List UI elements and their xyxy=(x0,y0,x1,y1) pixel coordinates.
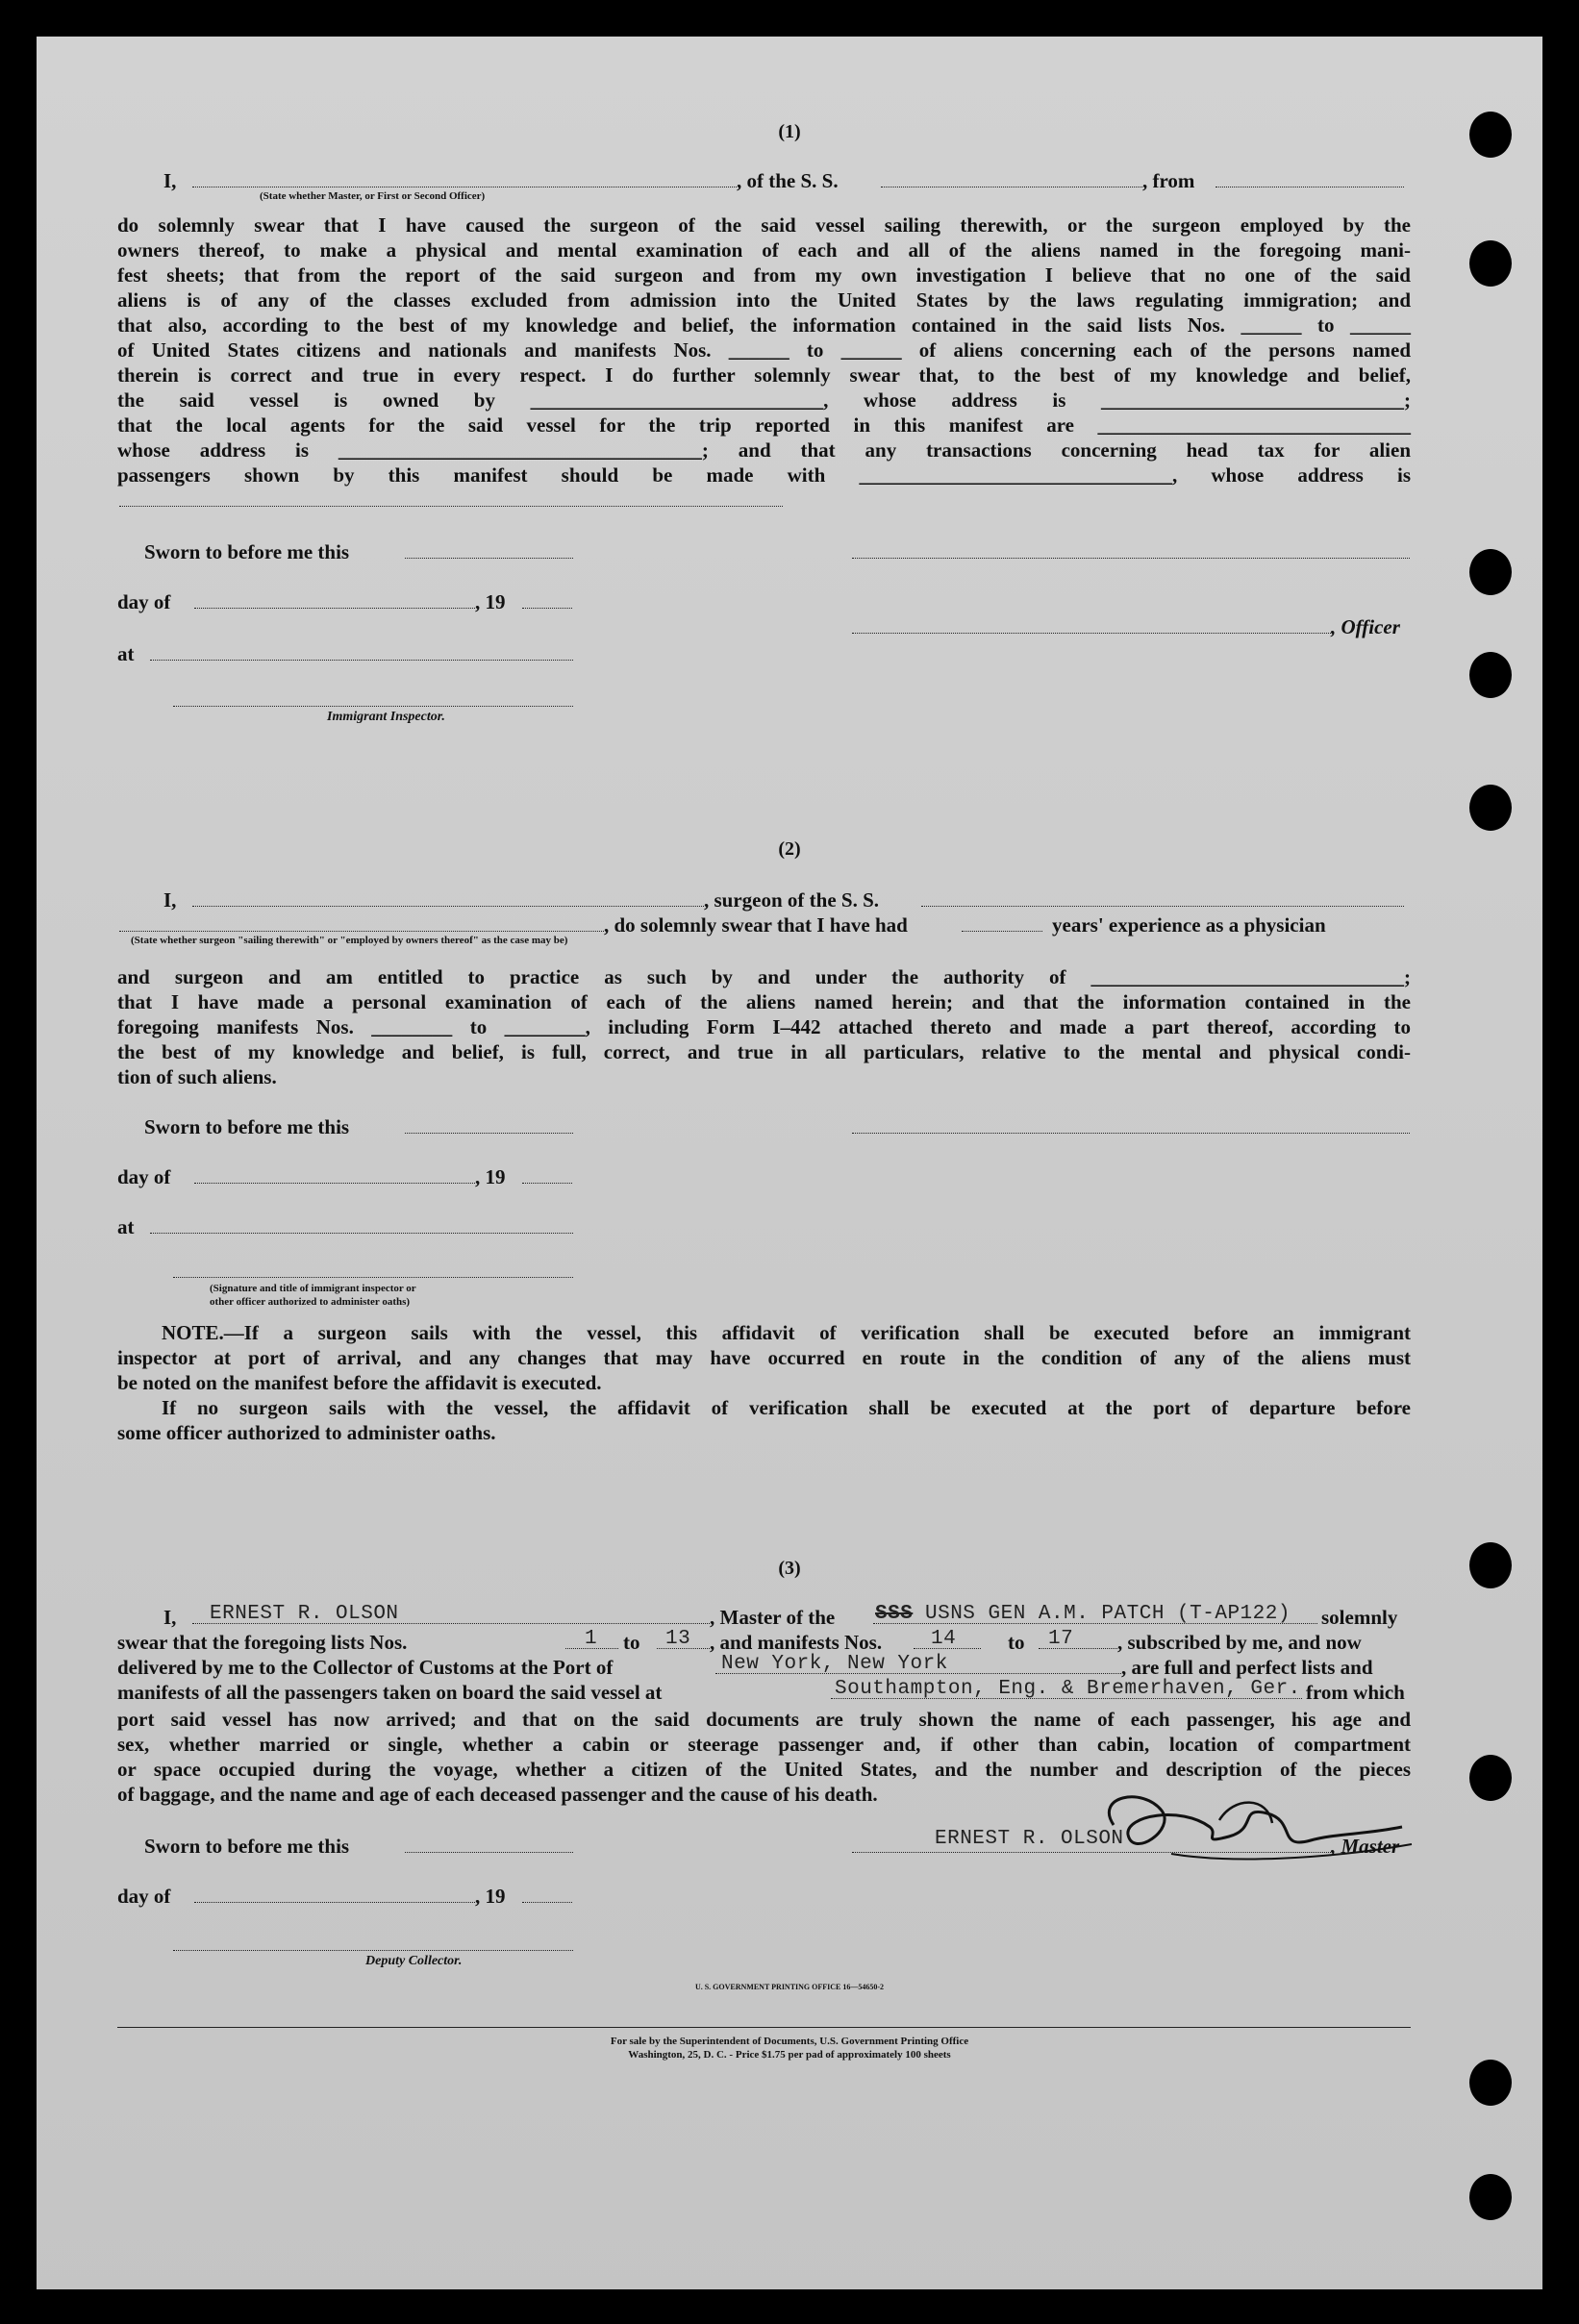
footer-rule xyxy=(117,2027,1411,2028)
section-1-line: therein is correct and true in every respect. I do further solemnly swear that, to the best of my knowledge and belief, xyxy=(117,363,1411,387)
lists-to-field[interactable] xyxy=(657,1648,710,1649)
manifests-to-field[interactable] xyxy=(1039,1648,1117,1649)
master-signed-name: ERNEST R. OLSON xyxy=(935,1828,1124,1850)
from-label: , from xyxy=(1142,169,1195,192)
lists-to-label: to xyxy=(623,1631,640,1654)
delivered-label: delivered by me to the Collector of Customs at the Port of xyxy=(117,1656,614,1679)
years-label: years' experience as a physician xyxy=(1052,913,1326,937)
section-1-line: that the local agents for the said vessel for the trip reported in this manifest are _______________________________ xyxy=(117,413,1411,437)
address-continuation-field[interactable] xyxy=(119,506,783,507)
surgeon-type-label: (State whether surgeon "sailing therewith" or "employed by owners thereof" as the case may be) xyxy=(131,935,568,946)
day-of-field-1[interactable] xyxy=(194,608,475,609)
inspector-signature-field[interactable] xyxy=(173,1277,573,1278)
day-of-field-2[interactable] xyxy=(194,1183,475,1184)
note-line: be noted on the manifest before the affidavit is executed. xyxy=(117,1371,602,1394)
surgeon-signature-field[interactable] xyxy=(852,1133,1410,1134)
manifests-all-label: manifests of all the passengers taken on board the said vessel at xyxy=(117,1681,663,1704)
punch-hole xyxy=(1469,1755,1512,1801)
section-2-i: I, xyxy=(163,888,177,912)
year-field-3[interactable] xyxy=(522,1902,572,1903)
punch-hole xyxy=(1469,549,1512,595)
swear-had-label: , do solemnly swear that I have had xyxy=(604,913,908,937)
manifests-to-label: to xyxy=(1008,1631,1025,1654)
port-entry: New York, New York xyxy=(721,1653,948,1675)
solemnly-label: solemnly xyxy=(1321,1606,1398,1629)
inspector-signature-label-1: (Signature and title of immigrant inspector or xyxy=(210,1283,416,1294)
vessel-name-field-3[interactable] xyxy=(873,1623,1317,1624)
note-line: NOTE.—If a surgeon sails with the vessel, this affidavit of verification shall be executed before an immigrant xyxy=(162,1321,1411,1344)
day-of-label-2: day of xyxy=(117,1165,171,1188)
surgeon-name-field[interactable] xyxy=(192,906,704,907)
inspector-signature-label-2: other officer authorized to administer oaths) xyxy=(210,1296,411,1308)
at-label-1: at xyxy=(117,642,135,665)
lists-from-field[interactable] xyxy=(565,1648,618,1649)
section-3-line: of baggage, and the name and age of each deceased passenger and the cause of his death. xyxy=(117,1783,878,1806)
year-field-2[interactable] xyxy=(522,1183,572,1184)
lists-to-entry: 13 xyxy=(665,1628,691,1650)
manifests-from-field[interactable] xyxy=(914,1648,981,1649)
sworn-date-field-2[interactable] xyxy=(405,1133,573,1134)
year-label-1: , 19 xyxy=(475,590,506,613)
from-which-label: from which xyxy=(1306,1681,1405,1704)
subscribed-label: , subscribed by me, and now xyxy=(1117,1631,1362,1654)
master-of-label: , Master of the xyxy=(710,1606,836,1629)
section-3-number: (3) xyxy=(778,1558,801,1579)
year-field-1[interactable] xyxy=(522,608,572,609)
section-2-line: tion of such aliens. xyxy=(117,1065,277,1088)
deputy-collector-field[interactable] xyxy=(173,1950,573,1951)
departure-field[interactable] xyxy=(831,1698,1302,1699)
footer-line-1: For sale by the Superintendent of Documents, U.S. Government Printing Office xyxy=(610,2036,969,2047)
at-field-2[interactable] xyxy=(150,1233,573,1234)
immigrant-inspector-field[interactable] xyxy=(173,706,573,707)
master-name-entry: ERNEST R. OLSON xyxy=(210,1603,399,1625)
section-1-line: the said vessel is owned by _____________________________, whose address is ______________________________; xyxy=(117,388,1411,412)
section-3-line: port said vessel has now arrived; and that on the said documents are truly shown the name of each passenger, his age and xyxy=(117,1708,1411,1731)
section-1-line: passengers shown by this manifest should be made with _______________________________, whose address is xyxy=(117,463,1411,487)
vessel-name-field-2[interactable] xyxy=(921,906,1404,907)
day-of-field-3[interactable] xyxy=(194,1902,475,1903)
years-field[interactable] xyxy=(962,931,1042,932)
punch-hole xyxy=(1469,2174,1512,2220)
footer-line-2: Washington, 25, D. C. - Price $1.75 per pad of approximately 100 sheets xyxy=(628,2049,951,2061)
officer-signature-field[interactable] xyxy=(852,558,1410,559)
manifest-page xyxy=(37,37,1542,2289)
master-name-field[interactable] xyxy=(192,1623,710,1624)
punch-hole xyxy=(1469,785,1512,831)
gpo-code: U. S. GOVERNMENT PRINTING OFFICE 16—54650-2 xyxy=(694,1983,885,1991)
surgeon-type-field[interactable] xyxy=(119,931,604,932)
lists-from-entry: 1 xyxy=(585,1628,598,1650)
swear-lists-label: swear that the foregoing lists Nos. xyxy=(117,1631,408,1654)
punch-hole xyxy=(1469,652,1512,698)
full-perfect-label: , are full and perfect lists and xyxy=(1121,1656,1373,1679)
surgeon-of-label: , surgeon of the S. S. xyxy=(704,888,880,912)
section-1-i: I, xyxy=(163,169,177,192)
deputy-collector-label: Deputy Collector. xyxy=(365,1954,463,1968)
section-1-line: of United States citizens and nationals and manifests Nos. ______ to ______ of aliens concerning each of the persons named xyxy=(117,338,1411,362)
section-3-line: or space occupied during the voyage, whether a citizen of the United States, and the number and description of the pieces xyxy=(117,1758,1411,1781)
sworn-label-2: Sworn to before me this xyxy=(144,1115,350,1138)
section-1-line: owners thereof, to make a physical and mental examination of each and all of the aliens named in the foregoing mani- xyxy=(117,238,1411,262)
officer-title-field[interactable] xyxy=(852,633,1331,634)
note-line: some officer authorized to administer oaths. xyxy=(117,1421,496,1444)
section-1-line: whose address is ____________________________________; and that any transactions concerning head tax for alien xyxy=(117,438,1411,462)
sworn-date-field-1[interactable] xyxy=(405,558,573,559)
day-of-label-1: day of xyxy=(117,590,171,613)
and-manifests-label: , and manifests Nos. xyxy=(710,1631,883,1654)
section-3-i: I, xyxy=(163,1606,177,1629)
punch-hole xyxy=(1469,2060,1512,2106)
section-2-line: the best of my knowledge and belief, is full, correct, and true in all particulars, relative to the mental and physical condi- xyxy=(117,1040,1411,1063)
sworn-date-field-3[interactable] xyxy=(405,1852,573,1853)
year-label-3: , 19 xyxy=(475,1885,506,1908)
port-field[interactable] xyxy=(715,1673,1121,1674)
struck-ss: SSS xyxy=(875,1603,914,1625)
immigrant-inspector-label: Immigrant Inspector. xyxy=(327,710,445,724)
section-2-line: that I have made a personal examination of each of the aliens named herein; and that the information contained in the xyxy=(117,990,1411,1013)
sworn-label-1: Sworn to before me this xyxy=(144,540,350,563)
at-label-2: at xyxy=(117,1215,135,1238)
note-line: inspector at port of arrival, and any changes that may have occurred en route in the condition of any of the aliens must xyxy=(117,1346,1411,1369)
section-1-number: (1) xyxy=(778,121,801,142)
section-1-line: do solemnly swear that I have caused the surgeon of the said vessel sailing therewith, or the surgeon employed by the xyxy=(117,213,1411,237)
of-ss-label: , of the S. S. xyxy=(737,169,839,192)
section-1-line: that also, according to the best of my knowledge and belief, the information contained in the said lists Nos. ______ to ______ xyxy=(117,313,1411,337)
section-2-line: foregoing manifests Nos. ________ to ________, including Form I–442 attached thereto and made a part thereof, according to xyxy=(117,1015,1411,1038)
section-1-line: aliens is of any of the classes excluded from admission into the United States by the laws regulating immigration; and xyxy=(117,288,1411,312)
punch-hole xyxy=(1469,240,1512,287)
section-2-line: and surgeon and am entitled to practice as such by and under the authority of _______________________________; xyxy=(117,965,1411,988)
day-of-label-3: day of xyxy=(117,1885,171,1908)
officer-label: , Officer xyxy=(1331,615,1400,638)
section-2-number: (2) xyxy=(778,838,801,860)
departure-entry: Southampton, Eng. & Bremerhaven, Ger. xyxy=(835,1678,1301,1700)
at-field-1[interactable] xyxy=(150,660,573,661)
note-line: If no surgeon sails with the vessel, the affidavit of verification shall be executed at the port of departure before xyxy=(162,1396,1411,1419)
officer-rank-label: (State whether Master, or First or Second Officer) xyxy=(260,190,486,202)
section-1-line: fest sheets; that from the report of the said surgeon and from my own investigation I believe that no one of the said xyxy=(117,263,1411,287)
manifests-from-entry: 14 xyxy=(931,1628,957,1650)
manifests-to-entry: 17 xyxy=(1048,1628,1074,1650)
year-label-2: , 19 xyxy=(475,1165,506,1188)
sworn-label-3: Sworn to before me this xyxy=(144,1835,350,1858)
section-3-line: sex, whether married or single, whether a cabin or steerage passenger and, if other than cabin, location of compartment xyxy=(117,1733,1411,1756)
master-label: , Master xyxy=(1331,1835,1400,1858)
vessel-name-entry: USNS GEN A.M. PATCH (T-AP122) xyxy=(925,1603,1291,1625)
master-signature-field[interactable] xyxy=(852,1852,1331,1853)
